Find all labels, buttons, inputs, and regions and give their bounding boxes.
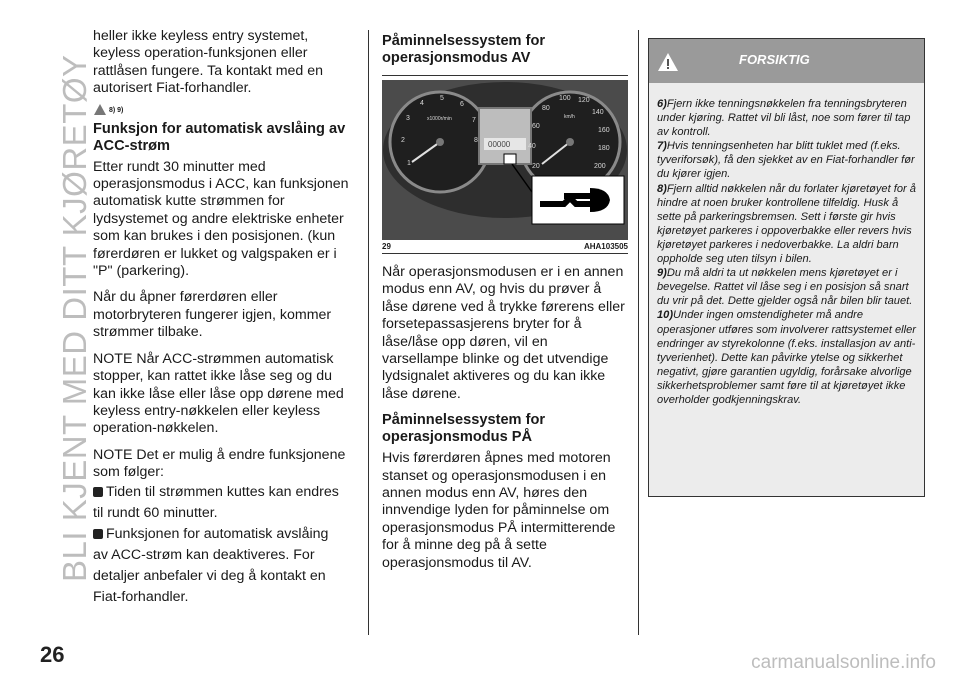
paragraph: Når du åpner førerdøren eller motorbryteren fungerer igjen, kommer strømmer tilbake. bbox=[93, 289, 332, 341]
speed-label: 100 bbox=[559, 95, 571, 102]
figure-number: 29 bbox=[382, 242, 391, 251]
caution-header bbox=[649, 39, 924, 83]
instrument-cluster-figure bbox=[382, 80, 628, 240]
side-tab bbox=[22, 22, 93, 602]
caution-item: 7)Hvis tenningsenheten har blitt tuklet med (f.eks. tyveriforsøk), få den sjekket av en Fiat-forhandler før du kjører igjen. bbox=[657, 140, 915, 181]
paragraph: heller ikke keyless entry systemet, keyless operation-funksjonen eller rattlåsen fungere. Ta kontakt med en autorisert Fiat-forhandler. bbox=[93, 28, 324, 97]
list-item: Tiden til strømmen kuttes kan endres bbox=[93, 482, 355, 503]
tach-label: 2 bbox=[401, 137, 405, 144]
paragraph: Hvis førerdøren åpnes med motoren stanset og operasjonsmodusen i en annen modus enn AV, høres den innvendige lyden for påminnelse om operasjonsmodus PÅ intermitterende for å minne deg på å sette operasjonsmodus til AV. bbox=[382, 450, 616, 571]
note-paragraph: NOTE Det er mulig å endre funksjonene som følger: bbox=[93, 446, 346, 481]
list-item-continued: av ACC-strøm kan deaktiveres. For bbox=[93, 546, 315, 563]
speed-label: 60 bbox=[532, 123, 540, 130]
speed-label: 180 bbox=[598, 145, 610, 152]
bullet-icon bbox=[93, 487, 103, 497]
page-number: 26 bbox=[40, 642, 65, 667]
speed-label: 160 bbox=[598, 127, 610, 134]
speed-label: 200 bbox=[594, 163, 606, 170]
key-warning-icon bbox=[532, 176, 624, 224]
speed-label: 120 bbox=[578, 97, 590, 104]
speed-label: 40 bbox=[528, 143, 536, 150]
speed-label: 20 bbox=[532, 163, 540, 170]
list-item: Funksjonen for automatisk avslåing bbox=[93, 524, 355, 545]
list-item-continued: til rundt 60 minutter. bbox=[93, 504, 218, 521]
column-divider-2 bbox=[638, 30, 639, 635]
tach-label: 3 bbox=[406, 115, 410, 122]
caution-box bbox=[648, 38, 925, 497]
caution-body bbox=[649, 83, 924, 407]
warning-triangle-icon bbox=[657, 51, 679, 73]
caution-item: 10)Under ingen omstendigheter må andre operasjoner utføres som involverer rattsystemet eller endringer av styrekolonne (f.eks. installasjon av anti-tyverienhet). Dette kan påvirke ytelse og sikkerhet negativt, gjøre garantien ugyldig, forårsake alvorlige sikkerhetsproblemer samt føre til at kjøretøyet ikke overholder godkjenningskrav. bbox=[657, 309, 916, 406]
tach-label: 7 bbox=[472, 117, 476, 124]
rule bbox=[382, 253, 628, 254]
tach-label: 4 bbox=[420, 100, 424, 107]
bullet-icon bbox=[93, 529, 103, 539]
caution-item: 9)Du må aldri ta ut nøkkelen mens kjøretøyet er i bevegelse. Rattet vil låse seg i en posisjon så snart du vrir på det. Dette gjelder også når bilen blir tauet. bbox=[657, 267, 913, 308]
column-3 bbox=[648, 38, 925, 497]
rule bbox=[382, 75, 628, 76]
figure-code: AHA103505 bbox=[583, 242, 628, 251]
paragraph: Etter rundt 30 minutter med operasjonsmodus i ACC, kan funksjonen automatisk kutte strømmen for lydsystemet og andre elektriske enheter som kan brukes i den posisjonen. (kun førerdøren er lukket og valgspaken er i "P" (parkering). bbox=[93, 158, 349, 280]
paragraph: Når operasjonsmodusen er i en annen modus enn AV, og hvis du prøver å låse dørene ved å trykke førerens eller forsetepassasjerens bryter for å låse/låse opp døren, vil en varsellampe blinke og det utvendige lydsignalet aktiveres og du kan ikke låse dørene. bbox=[382, 264, 625, 402]
speed-unit: km/h bbox=[564, 114, 575, 120]
tach-label: 5 bbox=[440, 95, 444, 102]
tach-unit: x1000r/min bbox=[427, 116, 452, 122]
tach-label: 1 bbox=[407, 160, 411, 167]
caution-item: 6)Fjern ikke tenningsnøkkelen fra tenningsbryteren under kjøring. Rattet vil bli låst, noe som fører til tap av kontroll. bbox=[657, 98, 911, 139]
section-heading: Påminnelsessystem for operasjonsmodus PÅ bbox=[382, 412, 546, 446]
caution-item: 8)Fjern alltid nøkkelen når du forlater kjøretøyet for å hindre at noen bruker kontrollene tilfeldig. Husk å sette på parkeringsbremsen. Sett i første gir hvis kjøretøyet parkeres i oppoverbakke eller revers hvis kjøretøyet parkeres i nedoverbakke. La aldri barn oppholde seg uten tilsyn i bilen. bbox=[657, 182, 916, 266]
odometer-readout: 00000 bbox=[488, 140, 511, 149]
caution-title: FORSIKTIG bbox=[739, 52, 810, 67]
watermark: carmanualsonline.info bbox=[751, 652, 936, 673]
section-heading: Funksjon for automatisk avslåing av ACC-strøm bbox=[93, 120, 346, 154]
section-heading: Påminnelsessystem for operasjonsmodus AV bbox=[382, 33, 546, 66]
tach-label: 6 bbox=[460, 101, 464, 108]
figure-caption bbox=[382, 242, 628, 251]
instrument-cluster-illustration bbox=[382, 80, 628, 240]
list-item-continued: Fiat-forhandler. bbox=[93, 588, 189, 605]
tach-label: 8 bbox=[474, 137, 478, 144]
column-2 bbox=[382, 33, 628, 581]
note-paragraph: NOTE Når ACC-strømmen automatisk stopper, kan rattet ikke låse seg og du kan ikke låse eller låse opp dørene med keyless entry-nøkkelen eller keyless operation-nøkkelen. bbox=[93, 350, 344, 437]
column-divider-1 bbox=[368, 30, 369, 635]
side-tab-label: BLI KJENT MED DITT KJØRETØY bbox=[56, 54, 93, 582]
list-item-continued: detaljer anbefaler vi deg å kontakt en bbox=[93, 567, 326, 584]
speed-label: 80 bbox=[542, 105, 550, 112]
speed-label: 140 bbox=[592, 109, 604, 116]
column-1 bbox=[93, 28, 355, 608]
warning-reference: 8) 9) bbox=[109, 107, 355, 114]
warning-lamp-icon bbox=[504, 154, 516, 164]
